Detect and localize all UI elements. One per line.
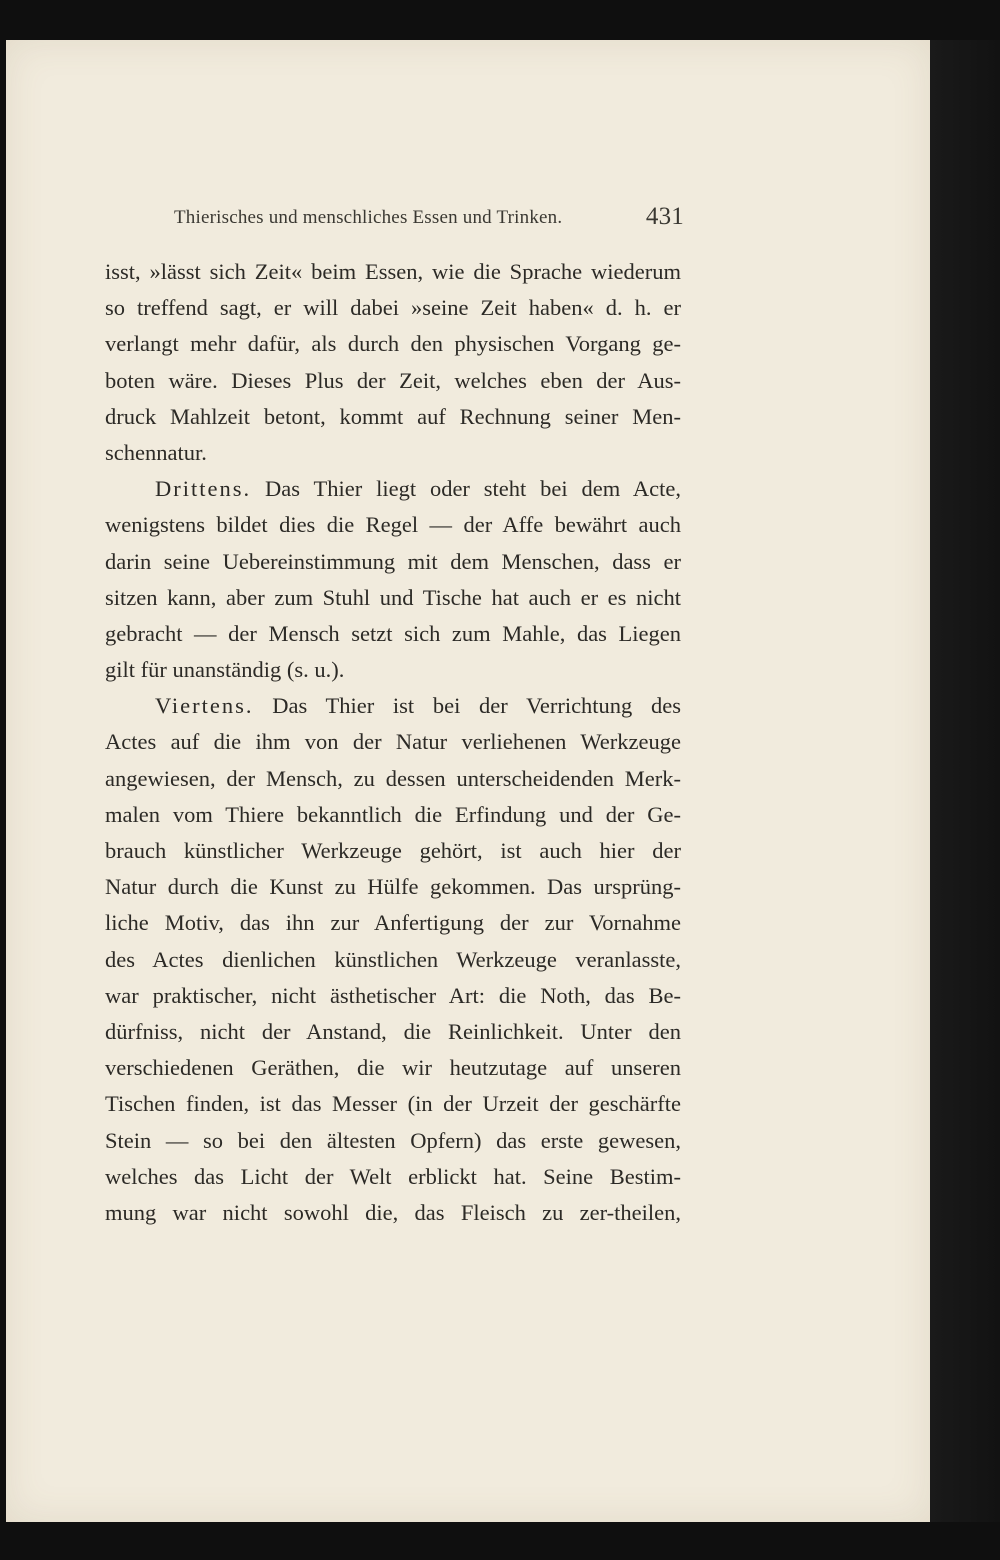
text-line [105, 435, 681, 471]
text-line [105, 254, 681, 290]
text-line [105, 544, 681, 580]
line-text: war praktischer, nicht ästhetischer Art: die Noth, das Be- [105, 982, 681, 1008]
line-text: Tischen finden, ist das Messer (in der Urzeit der geschärfte [105, 1091, 681, 1117]
page-number: 431 [645, 203, 684, 230]
text-line [105, 326, 681, 362]
text-line [105, 399, 681, 435]
line-text: Das Thier ist bei der Verrichtung des [272, 693, 681, 719]
text-line [105, 580, 681, 616]
text-line [105, 688, 681, 724]
text-line [105, 616, 681, 652]
text-line [105, 761, 681, 797]
text-line [105, 1086, 681, 1122]
body-text [105, 254, 681, 1231]
line-text: darin seine Uebereinstimmung mit dem Menschen, dass er [105, 548, 681, 574]
text-line [105, 471, 681, 507]
text-line [105, 652, 681, 688]
line-text: isst, »lässt sich Zeit« beim Essen, wie die Sprache wiederum [105, 259, 681, 284]
scan-background [930, 40, 1000, 1522]
line-text: boten wäre. Dieses Plus der Zeit, welches eben der Aus- [105, 367, 681, 393]
line-text: gebracht — der Mensch setzt sich zum Mahle, das Liegen [105, 620, 681, 646]
line-text: angewiesen, der Mensch, zu dessen unterscheidenden Merk- [105, 765, 681, 791]
line-text: welches das Licht der Welt erblickt hat. Seine Bestim- [105, 1163, 681, 1189]
section-lead: Drittens. [155, 476, 252, 502]
text-line [105, 363, 681, 399]
line-text: brauch künstlicher Werkzeuge gehört, ist auch hier der [105, 838, 681, 863]
text-line [105, 1014, 681, 1050]
text-line [105, 1050, 681, 1086]
line-text: Actes auf die ihm von der Natur verliehenen Werkzeuge [105, 729, 681, 755]
line-text: malen vom Thiere bekanntlich die Erfindung und der Ge- [105, 801, 681, 827]
text-line [105, 797, 681, 833]
line-text: so treffend sagt, er will dabei »seine Zeit haben« d. h. er [105, 295, 681, 321]
line-text: sitzen kann, aber zum Stuhl und Tische hat auch er es nicht [105, 584, 681, 610]
text-line [105, 833, 681, 869]
text-line [105, 869, 681, 905]
text-line [105, 942, 681, 978]
line-text: gilt für unanständig (s. u.). [105, 657, 345, 683]
text-line [105, 290, 681, 326]
line-text: Natur durch die Kunst zu Hülfe gekommen. Das ursprüng- [105, 874, 681, 900]
text-line [105, 1159, 681, 1195]
running-header [174, 203, 684, 237]
section-lead: Viertens. [155, 693, 254, 719]
line-text: des Actes dienlichen künstlichen Werkzeuge veranlasste, [105, 946, 681, 972]
line-text: verlangt mehr dafür, als durch den physischen Vorgang ge- [105, 331, 681, 357]
text-line [105, 978, 681, 1014]
text-line [105, 724, 681, 760]
line-text: Stein — so bei den ältesten Opfern) das erste gewesen, [105, 1127, 681, 1153]
line-text: druck Mahlzeit betont, kommt auf Rechnung seiner Men- [105, 403, 681, 429]
line-text: mung war nicht sowohl die, das Fleisch zu zer-theilen, [105, 1199, 681, 1225]
text-line [105, 1195, 681, 1231]
line-text: Das Thier liegt oder steht bei dem Acte, [265, 476, 682, 502]
running-header-title: Thierisches und menschliches Essen und Trinken. [174, 207, 563, 228]
text-line [105, 1123, 681, 1159]
line-text: wenigstens bildet dies die Regel — der Affe bewährt auch [105, 512, 681, 538]
text-line [105, 905, 681, 941]
line-text: schennatur. [105, 439, 207, 465]
text-line [105, 507, 681, 543]
line-text: liche Motiv, das ihn zur Anfertigung der zur Vornahme [105, 910, 681, 936]
line-text: verschiedenen Geräthen, die wir heutzutage auf unseren [105, 1055, 681, 1081]
line-text: dürfniss, nicht der Anstand, die Reinlichkeit. Unter den [105, 1018, 681, 1044]
